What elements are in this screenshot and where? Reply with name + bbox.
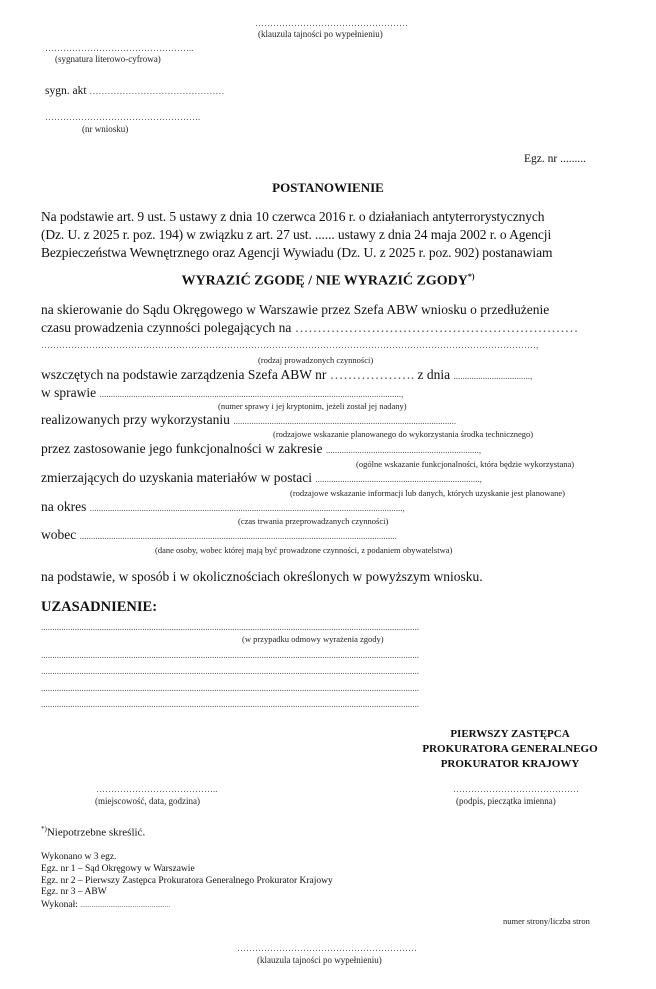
field-line-2[interactable] — [41, 320, 578, 336]
intro-line-3: Bezpieczeństwa Wewnętrznego oraz Agencji Wywiadu (Dz. U. z 2025 r. poz. 902) postanawiam — [41, 245, 553, 260]
justification-line[interactable]: ........................................................................................................................................................................ — [41, 683, 419, 693]
distribution-item: Egz. nr 2 – Pierwszy Zastępca Prokuratora Generalnego Prokurator Krajowy — [41, 875, 333, 886]
functionality-caption: (ogólne wskazanie funkcjonalności, która będzie wykorzystana) — [356, 459, 575, 469]
period-label: na okres — [41, 499, 87, 514]
device-caption: (rodzajowe wskazanie planowanego do wykorzystania środka technicznego) — [273, 429, 534, 439]
distribution-item: Wykonano w 3 egz. — [41, 852, 117, 862]
order-label: wszczętych na podstawie zarządzenia Szefa ABW nr — [41, 367, 327, 382]
request-no-caption: (nr wniosku) — [82, 124, 129, 134]
signature-dots[interactable]: …………………………………… — [453, 784, 579, 794]
functionality-label: przez zastosowanie jego funkcjonalności w zakresie — [41, 441, 323, 456]
functionality-dots[interactable]: ...................................................................., — [325, 445, 482, 455]
signatory-line-2: PROKURATORA GENERALNEGO — [422, 743, 598, 755]
activities-type-dots[interactable]: …………………………………………………………………………………………………………………………………………………, — [41, 340, 539, 350]
subject-label: wobec — [41, 527, 77, 542]
activities-label: czasu prowadzenia czynności polegających na — [41, 320, 292, 335]
field-line-1: na skierowanie do Sądu Okręgowego w Warszawie przez Szefa ABW wniosku o przedłużenie — [41, 302, 550, 317]
signatory-block — [405, 727, 615, 772]
signature-code-dots[interactable]: ………………………………………….. — [45, 43, 194, 53]
executed-by[interactable] — [41, 899, 333, 912]
subject-dots[interactable]: ............................................................................................................................................. — [79, 531, 397, 541]
classification-bottom-caption: (klauzula tajności po wypełnieniu) — [257, 955, 382, 965]
decision-text: WYRAZIĆ ZGODĘ / NIE WYRAZIĆ ZGODY — [181, 273, 468, 289]
activities-dots[interactable]: ……………………………………………………… — [294, 320, 579, 335]
copy-number[interactable]: Egz. nr ......... — [524, 153, 586, 165]
footnote-marker: *) — [467, 272, 475, 281]
classification-bottom-dots[interactable]: …………………………………………………… — [237, 943, 417, 953]
case-ref-dots[interactable]: ……………………………………… — [89, 86, 225, 96]
signatory-line-1: PIERWSZY ZASTĘPCA — [450, 728, 570, 740]
field-line-order[interactable] — [41, 367, 532, 383]
intro-line-1: Na podstawie art. 9 ust. 5 ustawy z dnia 10 czerwca 2016 r. o działaniach antyterrorystycznych — [41, 209, 545, 224]
field-line-functionality[interactable] — [41, 441, 481, 457]
executed-by-label: Wykonał: — [41, 900, 78, 911]
signatory-line-3: PROKURATOR KRAJOWY — [440, 758, 580, 770]
case-ref-label: sygn. akt — [45, 85, 87, 97]
activities-type-caption: (rodzaj prowadzonych czynności) — [258, 355, 374, 365]
justification-heading: UZASADNIENIE: — [41, 599, 158, 615]
order-date-dots[interactable]: .................................., — [453, 371, 533, 381]
executed-by-dots[interactable]: ................................................ — [80, 900, 171, 910]
subject-caption: (dane osoby, wobec której mają być prowadzone czynności, z podaniem obywatelstwa) — [155, 545, 453, 555]
footnote-mark: *) — [41, 825, 47, 833]
place-date-caption: (miejscowość, data, godzina) — [95, 796, 200, 806]
order-number-dots[interactable]: ………………. — [329, 367, 415, 382]
field-line-materials[interactable] — [41, 470, 482, 486]
distribution-item: Egz. nr 3 – ABW — [41, 887, 107, 898]
place-date-dots[interactable]: ………………………………….. — [96, 784, 218, 794]
materials-caption: (rodzajowe wskazanie informacji lub danych, których uzyskanie jest planowane) — [290, 488, 565, 498]
justification-line[interactable]: ........................................................................................................................................................................ — [41, 699, 419, 709]
decision-heading[interactable] — [0, 272, 656, 290]
footnote-text: Niepotrzebne skreślić. — [46, 826, 146, 839]
period-caption: (czas trwania przeprowadzanych czynności) — [238, 516, 389, 526]
order-date-label: z dnia — [417, 367, 451, 382]
document-title: POSTANOWIENIE — [272, 180, 384, 195]
case-ref[interactable] — [45, 85, 224, 97]
materials-dots[interactable]: ........................................................................., — [315, 474, 482, 484]
intro-line-2: (Dz. U. z 2025 r. poz. 194) w związku z art. 27 ust. ...... ustawy z dnia 24 maja 2002 r. o Agencji — [41, 227, 552, 242]
justification-caption: (w przypadku odmowy wyrażenia zgody) — [242, 634, 384, 644]
classification-top-dots[interactable]: …………………………………………… — [255, 18, 408, 28]
justification-line[interactable]: ........................................................................................................................................................................ — [41, 666, 419, 676]
footnote — [41, 825, 145, 839]
justification-dots[interactable]: ........................................................................................................................................................................ — [41, 622, 419, 632]
materials-label: zmierzających do uzyskania materiałów w postaci — [41, 470, 313, 485]
signature-code-caption: (sygnatura literowo-cyfrowa) — [55, 54, 161, 64]
case-label: w sprawie — [41, 385, 97, 400]
device-dots[interactable]: ................................................................................................... — [233, 416, 457, 426]
request-no-dots[interactable]: ……………………………………………. — [45, 112, 201, 122]
signature-caption: (podpis, pieczątka imienna) — [456, 796, 556, 806]
distribution-list — [41, 852, 333, 912]
case-dots[interactable]: ......................................................................................................................................, — [99, 389, 404, 399]
device-label: realizowanych przy wykorzystaniu — [41, 412, 230, 427]
field-line-case[interactable] — [41, 385, 403, 401]
period-dots[interactable]: ..........................................................................................................................................., — [89, 503, 405, 513]
closing-line: na podstawie, w sposób i w okolicznościach określonych w powyższym wniosku. — [41, 569, 483, 584]
field-line-device[interactable] — [41, 412, 456, 428]
case-caption: (numer sprawy i jej kryptonim, jeżeli został jej nadany) — [218, 401, 407, 411]
distribution-item: Egz. nr 1 – Sąd Okręgowy w Warszawie — [41, 863, 195, 874]
classification-top-caption: (klauzula tajności po wypełnieniu) — [258, 29, 383, 39]
field-line-subject[interactable] — [41, 527, 397, 543]
page-number: numer strony/liczba stron — [503, 916, 590, 926]
field-line-period[interactable] — [41, 499, 405, 515]
justification-line[interactable]: ........................................................................................................................................................................ — [41, 650, 419, 660]
